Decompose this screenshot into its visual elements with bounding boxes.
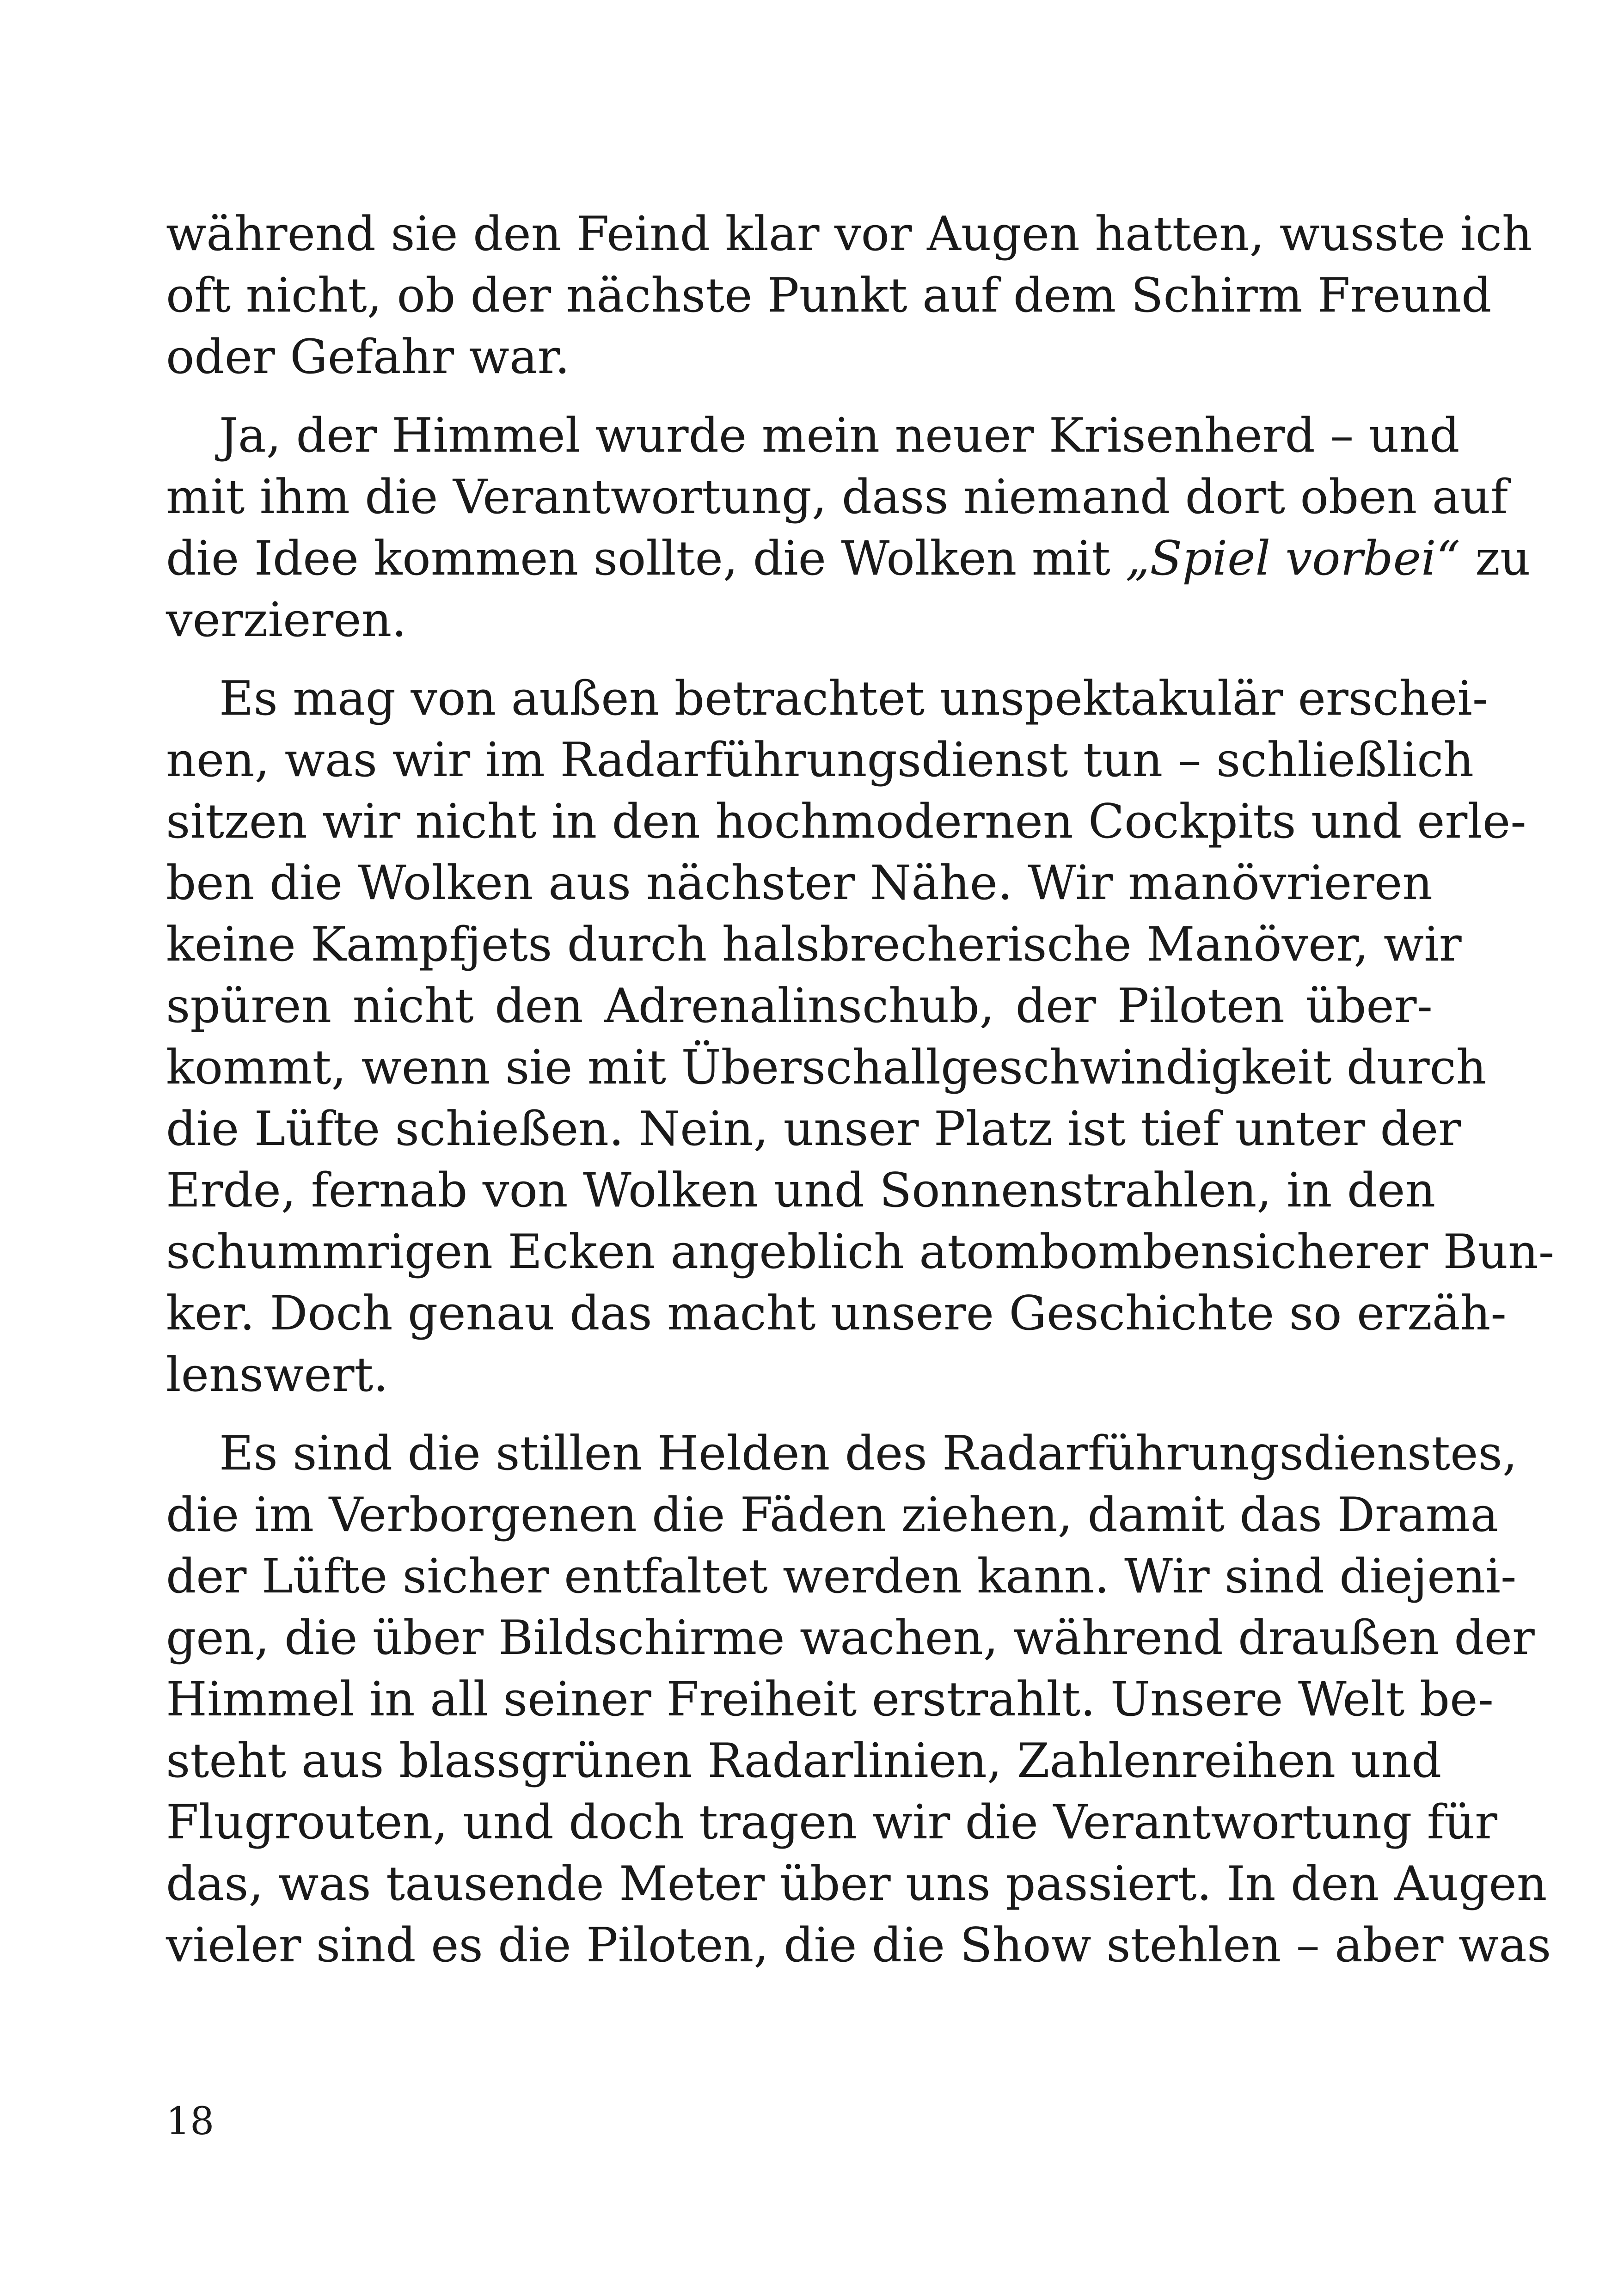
text-line: der Lüfte sicher entfaltet werden kann. Wir sind diejeni-: [166, 1549, 1517, 1604]
text-line: Es mag von außen betrachtet unspektakulär erschei-: [219, 671, 1489, 726]
text-line: verzieren.: [166, 593, 407, 648]
text-line: Erde, fernab von Wolken und Sonnenstrahlen, in den: [166, 1163, 1436, 1218]
text-line: spüren nicht den Adrenalinschub, der Piloten über-: [166, 979, 1433, 1034]
text-line: ker. Doch genau das macht unsere Geschichte so erzäh-: [166, 1286, 1507, 1341]
line-text-after-quote: zu: [1460, 531, 1531, 586]
text-line: Es sind die stillen Helden des Radarführungsdienstes,: [219, 1426, 1518, 1481]
page-number: 18: [166, 2100, 215, 2143]
body-text: [166, 203, 1555, 1976]
paragraph-3: [166, 668, 1555, 1406]
text-line: Flugrouten, und doch tragen wir die Verantwortung für: [166, 1795, 1498, 1850]
text-line: lenswert.: [166, 1347, 388, 1402]
text-line: die im Verborgenen die Fäden ziehen, damit das Drama: [166, 1488, 1499, 1543]
text-line: schummrigen Ecken angeblich atombombensicherer Bun-: [166, 1225, 1555, 1280]
text-line: nen, was wir im Radarführungsdienst tun – schließlich: [166, 733, 1474, 788]
text-line-with-quote: [166, 528, 1531, 589]
italic-quote: „Spiel vorbei“: [1125, 531, 1460, 586]
text-line: die Lüfte schießen. Nein, unser Platz ist tief unter der: [166, 1102, 1461, 1157]
text-line: ben die Wolken aus nächster Nähe. Wir manövrieren: [166, 856, 1433, 911]
line-text-before-quote: die Idee kommen sollte, die Wolken mit: [166, 531, 1126, 586]
text-line: Ja, der Himmel wurde mein neuer Krisenherd – und: [219, 408, 1460, 463]
text-line: oft nicht, ob der nächste Punkt auf dem Schirm Freund: [166, 268, 1492, 323]
text-line: während sie den Feind klar vor Augen hatten, wusste ich: [166, 207, 1532, 262]
text-line: steht aus blassgrünen Radarlinien, Zahlenreihen und: [166, 1733, 1442, 1788]
paragraph-2: [166, 405, 1531, 651]
text-line: sitzen wir nicht in den hochmodernen Cockpits und erle-: [166, 794, 1526, 849]
paragraph-1: [166, 203, 1532, 388]
text-line: mit ihm die Verantwortung, dass niemand dort oben auf: [166, 470, 1508, 525]
text-line: kommt, wenn sie mit Überschallgeschwindigkeit durch: [166, 1040, 1487, 1095]
text-line: das, was tausende Meter über uns passiert. In den Augen: [166, 1856, 1547, 1911]
text-line: keine Kampfjets durch halsbrecherische Manöver, wir: [166, 917, 1462, 972]
text-line: Himmel in all seiner Freiheit erstrahlt. Unsere Welt be-: [166, 1672, 1494, 1727]
text-line: gen, die über Bildschirme wachen, während draußen der: [166, 1610, 1535, 1665]
paragraph-4: [166, 1423, 1551, 1976]
text-line: oder Gefahr war.: [166, 330, 570, 385]
text-line: vieler sind es die Piloten, die die Show stehlen – aber was: [166, 1918, 1551, 1973]
